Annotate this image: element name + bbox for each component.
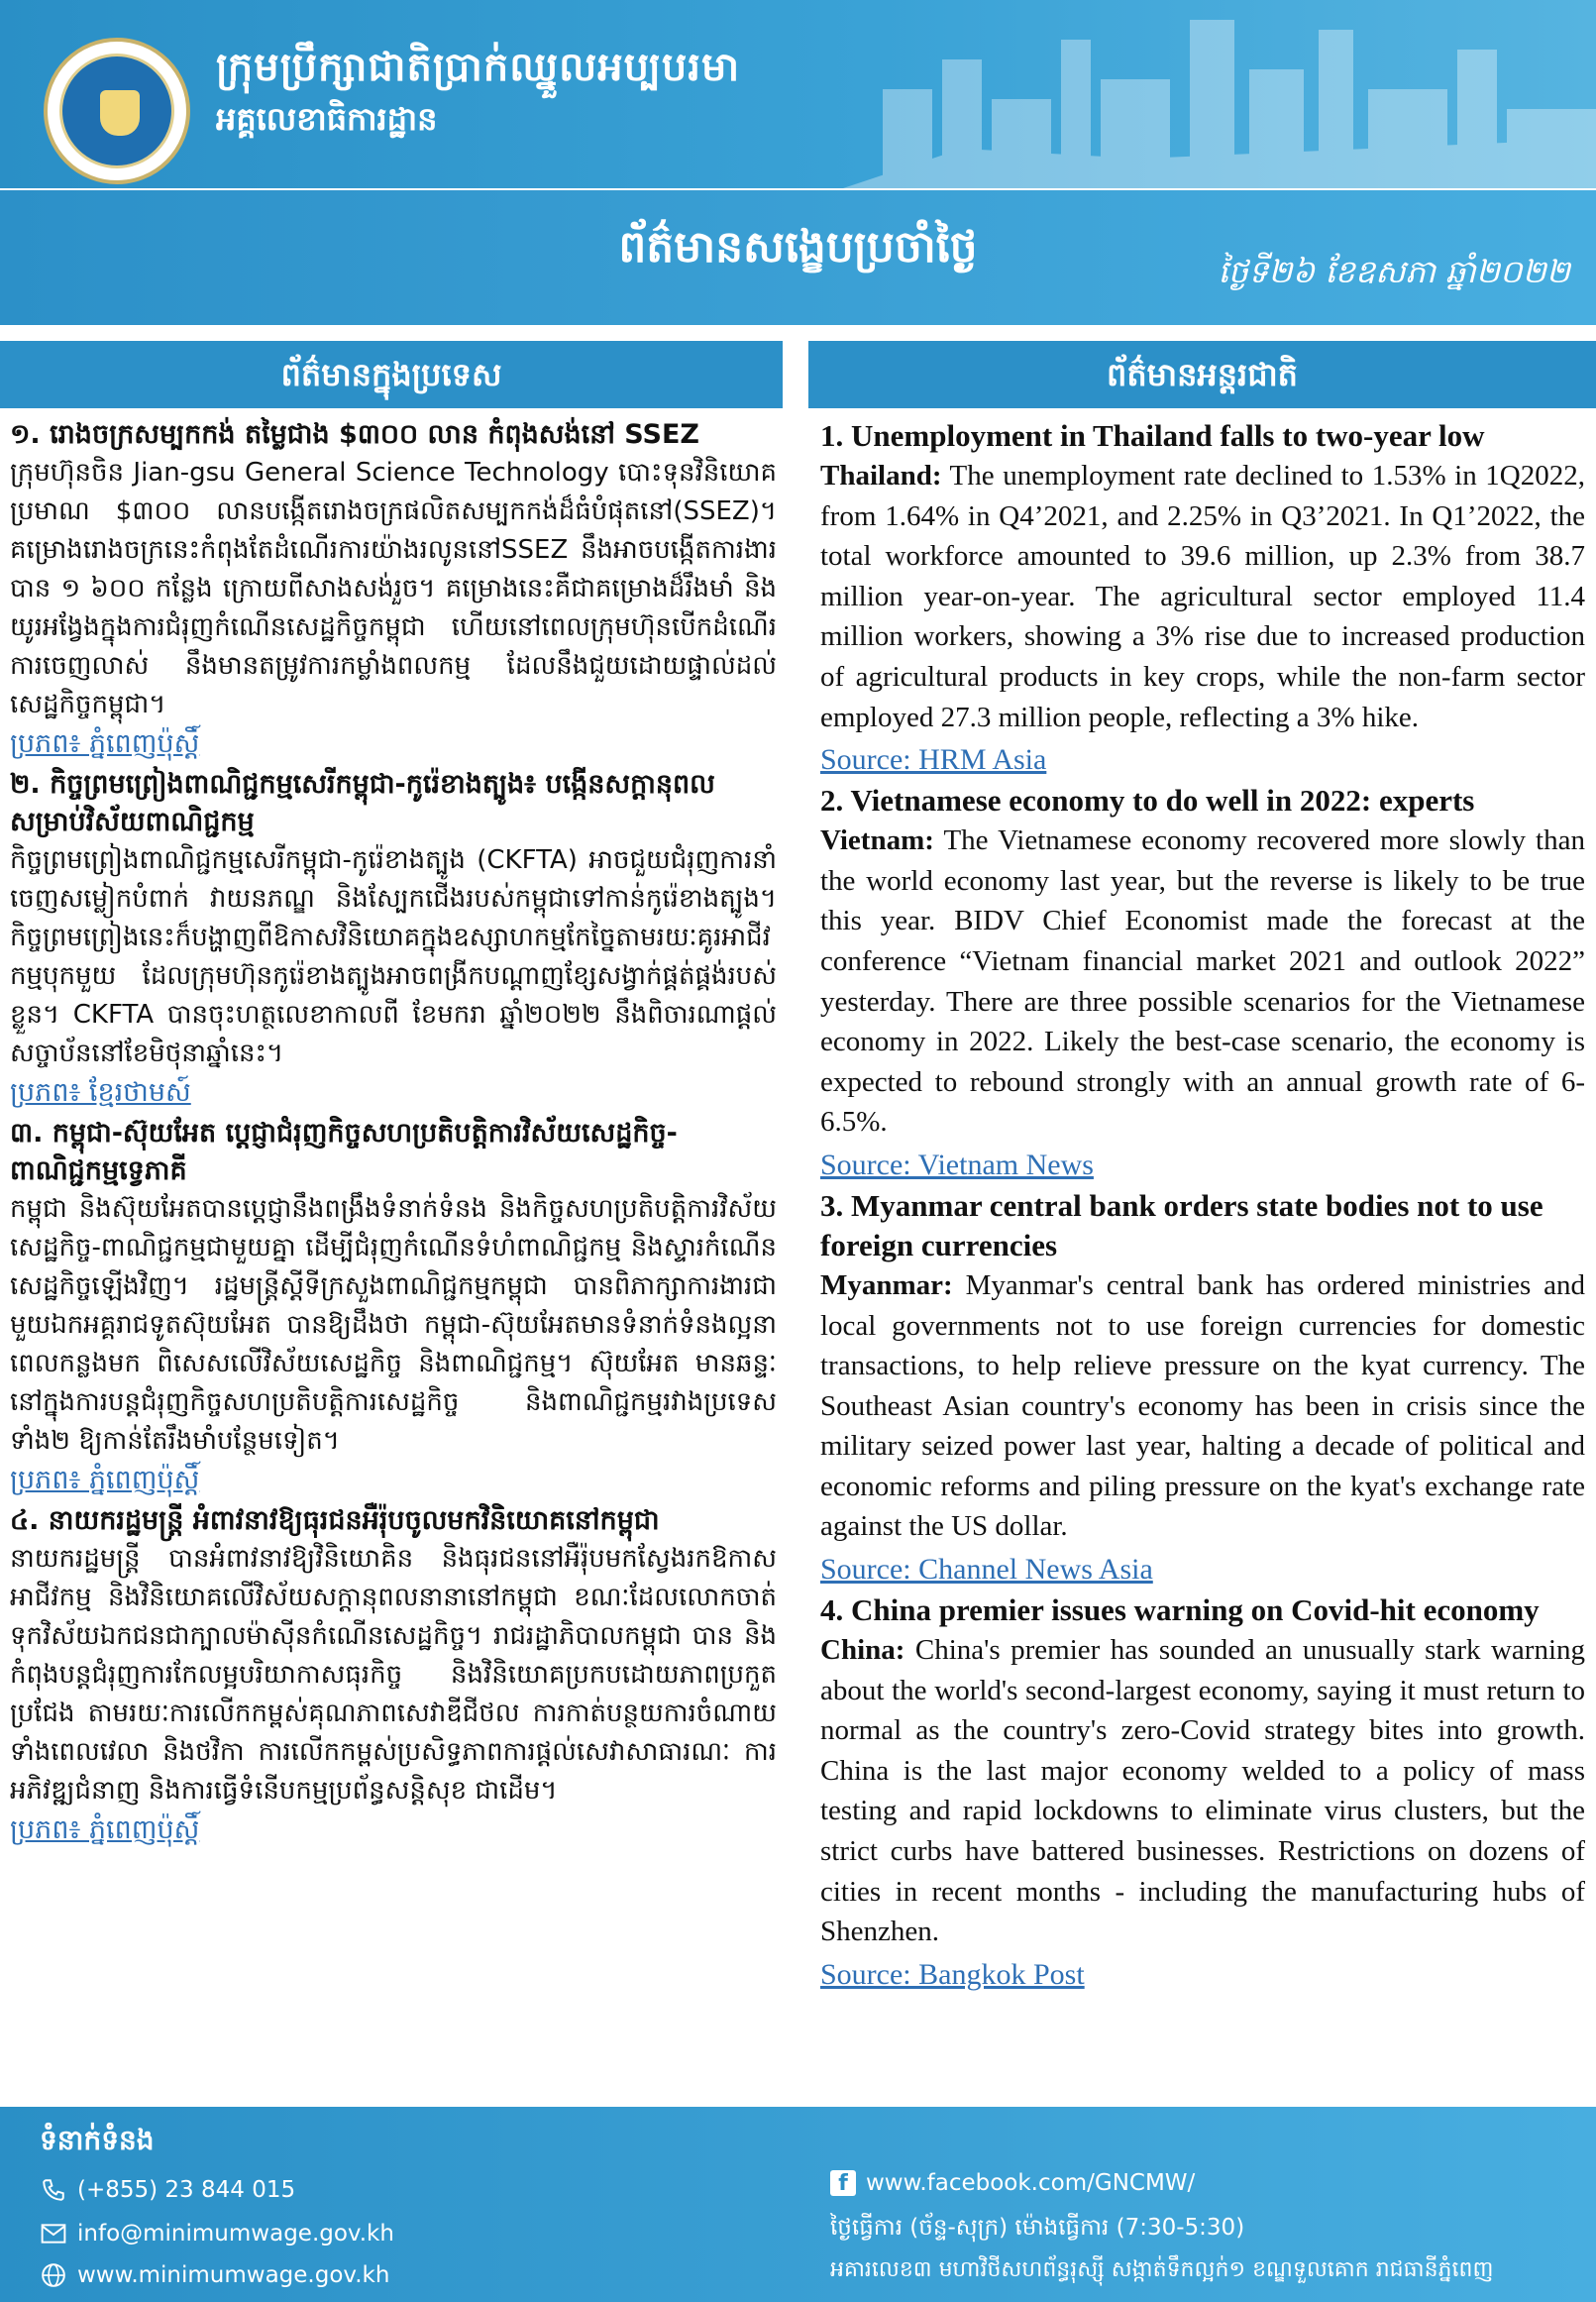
mail-icon [40,2220,67,2247]
phone-icon [40,2176,67,2204]
article-source-link[interactable]: ប្រភព៖ ភ្នំពេញប៉ុស្ដិ៍ [10,1465,200,1495]
article-body: Thailand: The unemployment rate declined to 1.53% in 1Q2022, from 1.64% in Q4’2021, and 2.25% in Q3’2021. In Q1’2022, the total workforce amounted to 39.6 million, up 2.3% from 38.7 million year-on-year. The agricultural sector employed 11.4 million workers, showing a 3% rise due to increased production of agricultural products in key crops, while the non-farm sector employed 27.3 million people, reflecting a 3% hike. [820,460,1585,733]
document-date: ថ្ងៃទី២៦ ខែឧសភា ឆ្នាំ២០២២ [1218,253,1570,290]
article-title: ២. កិច្ចព្រមព្រៀងពាណិជ្ជកម្មសេរីកម្ពុជា-កូរ៉េខាងត្បូង៖ បង្កើនសក្ដានុពលសម្រាប់វិស័យពាណិជ្ជកម្ម [10,769,715,837]
title-bar [0,190,1596,325]
domestic-news-column [0,416,783,2091]
article-title: 1. Unemployment in Thailand falls to two-year low [820,418,1485,453]
article-source-link[interactable]: ប្រភព៖ ភ្នំពេញប៉ុស្ដិ៍ [10,1814,200,1845]
article-body: ក្រុមហ៊ុនចិន Jian-gsu General Science Technology បោះទុនវិនិយោគប្រមាណ $៣០០ លានបង្កើតរោងចក្រផលិតសម្បកកង់ដ៏ធំបំផុតនៅ(SSEZ)។ គម្រោងរោងចក្រនេះកំពុងតែដំណើរការយ៉ាងរលូននៅSSEZ នឹងអាចបង្កើតការងារបាន ១ ៦០០ កន្លែង ក្រោយពីសាងសង់រួច។ គម្រោងនេះគឺជាគម្រោងដ៏រឹងមាំ និងយូរអង្វែងក្នុងការជំរុញកំណើនសេដ្ឋកិច្ចកម្ពុជា ហើយនៅពេលក្រុមហ៊ុនបើកដំណើរការចេញលាស់ នឹងមានតម្រូវការកម្លាំងពលកម្ម ដែលនឹងជួយដោយផ្ទាល់ដល់សេដ្ឋកិច្ចកម្ពុជា។ [10,458,777,719]
header-banner [0,0,1596,188]
org-subtitle: អគ្គលេខាធិការដ្ឋាន [216,100,438,138]
article-body: Vietnam: The Vietnamese economy recovered more slowly than the world economy last year, but the reverse is likely to be true this year. BIDV Chief Economist made the forecast at the conference “Vietnam financial market 2021 and outlook 2022” yesterday. There are three possible scenarios for the Vietnamese economy in 2022. Likely the best-case scenario, the economy is expected to rebound strongly with an annual growth rate of 6-6.5%. [820,824,1585,1139]
email-address[interactable]: info@minimumwage.gov.kh [77,2221,394,2247]
domestic-article [10,1115,777,1500]
article-source-link[interactable]: ប្រភព៖ ភ្នំពេញប៉ុស្ដិ៍ [10,728,200,759]
domestic-article [10,1502,777,1850]
office-hours: ថ្ងៃធ្វើការ (ច័ន្ទ-សុក្រ) ម៉ោងធ្វើការ (7:30-5:30) [830,2215,1245,2241]
article-source-link[interactable]: Source: Bangkok Post [820,1957,1085,1991]
domestic-article [10,416,777,764]
office-address: អគារលេខ៣ មហាវិថីសហព័ន្ធរុស្ស៊ី សង្កាត់ទឹកល្អក់១ ខណ្ឌទួលគោក រាជធានីភ្នំពេញ [830,2257,1494,2282]
facebook-row [830,2170,1195,2196]
article-source-link[interactable]: Source: Channel News Asia [820,1553,1153,1587]
international-news-column [820,416,1585,2091]
international-article [820,416,1585,781]
city-skyline-illustration [843,0,1596,188]
international-article [820,781,1585,1186]
document-title: ព័ត៌មានសង្ខេបប្រចាំថ្ងៃ [618,222,978,273]
country-lead: Thailand: [820,460,942,492]
footer-contact [0,2107,1596,2302]
website-row [40,2261,389,2289]
international-article [820,1186,1585,1590]
phone-number[interactable]: (+855) 23 844 015 [77,2177,296,2203]
article-body: កិច្ចព្រមព្រៀងពាណិជ្ជកម្មសេរីកម្ពុជា-កូរ៉េខាងត្បូង (CKFTA) អាចជួយជំរុញការនាំចេញសម្លៀកបំពាក់ វាយនភណ្ឌ និងស្បែកជើងរបស់កម្ពុជាទៅកាន់កូរ៉េខាងត្បូង។ កិច្ចព្រមព្រៀងនេះក៏បង្ហាញពីឱកាសវិនិយោគក្នុងឧស្សាហកម្មកែច្នៃតាមរយៈគូរអាជីវកម្មបុកមួយ ដែលក្រុមហ៊ុនកូរ៉េខាងត្បូងអាចពង្រីកបណ្ដាញខ្សែសង្វាក់ផ្គត់ផ្គង់របស់ខ្លួន។ CKFTA បានចុះហត្ថលេខាកាលពី ខែមករា ឆ្នាំ២០២២ នឹងពិចារណាផ្ដល់សច្ចាប័ននៅខែមិថុនាឆ្នាំនេះ។ [10,845,777,1068]
country-lead: Vietnam: [820,824,934,857]
article-title: ៣. កម្ពុជា-ស៊ុយអែត ប្ដេជ្ញាជំរុញកិច្ចសហប្រតិបត្តិការវិស័យសេដ្ឋកិច្ច-ពាណិជ្ជកម្មទ្វេភាគី [10,1118,678,1186]
org-name: ក្រុមប្រឹក្សាជាតិប្រាក់ឈ្នួលអប្បបរមា [216,45,741,90]
website-link[interactable]: www.minimumwage.gov.kh [77,2262,390,2288]
article-source-link[interactable]: ប្រភព៖ ខ្មែរថាមស៍ [10,1077,191,1108]
article-title: ៤. នាយករដ្ឋមន្ត្រី អំពាវនាវឱ្យធុរជនអឺរ៉ុបចូលមកវិនិយោគនៅកម្ពុជា [10,1505,660,1536]
international-article [820,1590,1585,1996]
council-logo [44,38,190,184]
email-row [40,2220,394,2247]
article-body: កម្ពុជា និងស៊ុយអែតបានប្ដេជ្ញានឹងពង្រឹងទំនាក់ទំនង និងកិច្ចសហប្រតិបត្តិការវិស័យសេដ្ឋកិច្ច-ពាណិជ្ជកម្មជាមួយគ្នា ដើម្បីជំរុញកំណើនទំហំពាណិជ្ជកម្ម និងស្ទារកំណើនសេដ្ឋកិច្ចឡើងវិញ។ រដ្ឋមន្ត្រីស្ដីទីក្រសួងពាណិជ្ជកម្មកម្ពុជា បានពិភាក្សាការងារជាមួយឯកអគ្គរាជទូតស៊ុយអែត បានឱ្យដឹងថា កម្ពុជា-ស៊ុយអែតមានទំនាក់ទំនងល្អនាពេលកន្លងមក ពិសេសលើវិស័យសេដ្ឋកិច្ច និងពាណិជ្ជកម្ម។ ស៊ុយអែត មានឆន្ទៈនៅក្នុងការបន្តជំរុញកិច្ចសហប្រតិបត្តិការសេដ្ឋកិច្ច និងពាណិជ្ជកម្មរវាងប្រទេសទាំង២ ឱ្យកាន់តែរឹងមាំបន្ថែមទៀត។ [10,1194,777,1456]
article-title: 4. China premier issues warning on Covid-hit economy [820,1592,1540,1628]
article-title: 3. Myanmar central bank orders state bodies not to use foreign currencies [820,1187,1543,1262]
country-lead: China: [820,1634,905,1667]
phone-row [40,2176,295,2204]
domestic-article [10,766,777,1113]
article-title: ១. រោងចក្រសម្បកកង់ តម្លៃជាង $៣០០ លាន កំពុងសង់នៅ SSEZ [10,419,700,450]
facebook-icon: f [830,2170,856,2196]
article-source-link[interactable]: Source: Vietnam News [820,1148,1094,1181]
article-body: China: China's premier has sounded an unusually stark warning about the world's second-largest economy, saying it must return to normal as the country's zero-Covid strategy bites into growth. China is the last major economy welded to a policy of mass testing and rapid lockdowns to eliminate virus clusters, but the strict curbs have battered businesses. Restrictions on dozens of cities in recent months - including the manufacturing hubs of Shenzhen. [820,1634,1585,1948]
article-body: នាយករដ្ឋមន្ត្រី បានអំពាវនាវឱ្យវិនិយោគិន និងធុរជននៅអឺរ៉ុបមកស្វែងរកឱកាសអាជីវកម្ម និងវិនិយោគលើវិស័យសក្ដានុពលនានានៅកម្ពុជា ខណៈដែលលោកចាត់ទុកវិស័យឯកជនជាក្បាលម៉ាស៊ីនកំណើនសេដ្ឋកិច្ច។ រាជរដ្ឋាភិបាលកម្ពុជា បាន និងកំពុងបន្តជំរុញការកែលម្អបរិយាកាសធុរកិច្ច និងវិនិយោគប្រកបដោយភាពប្រកួតប្រជែង តាមរយៈការលើកកម្ពស់គុណភាពសេវាឌីជីថល ការកាត់បន្ថយការចំណាយទាំងពេលវេលា និងថវិកា ការលើកកម្ពស់ប្រសិទ្ធភាពការផ្ដល់សេវាសាធារណៈ ការអភិវឌ្ឍជំនាញ និងការធ្វើទំនើបកម្មប្រព័ន្ធសន្តិសុខ ជាដើម។ [10,1544,777,1806]
article-body: Myanmar: Myanmar's central bank has ordered ministries and local governments not to use foreign currencies for domestic transactions, to help relieve pressure on the kyat currency. The Southeast Asian country's economy has been in crisis since the military seized power last year, halting a decade of political and economic reforms and piling pressure on the kyat's exchange rate against the US dollar. [820,1268,1585,1543]
country-lead: Myanmar: [820,1268,953,1301]
article-title: 2. Vietnamese economy to do well in 2022: experts [820,783,1475,819]
globe-icon [40,2261,67,2289]
international-news-heading: ព័ត៌មានអន្តរជាតិ [808,341,1596,408]
article-source-link[interactable]: Source: HRM Asia [820,743,1047,777]
facebook-link[interactable]: www.facebook.com/GNCMW/ [866,2170,1196,2196]
contact-label: ទំនាក់ទំនង [40,2124,155,2156]
domestic-news-heading: ព័ត៌មានក្នុងប្រទេស [0,341,783,408]
